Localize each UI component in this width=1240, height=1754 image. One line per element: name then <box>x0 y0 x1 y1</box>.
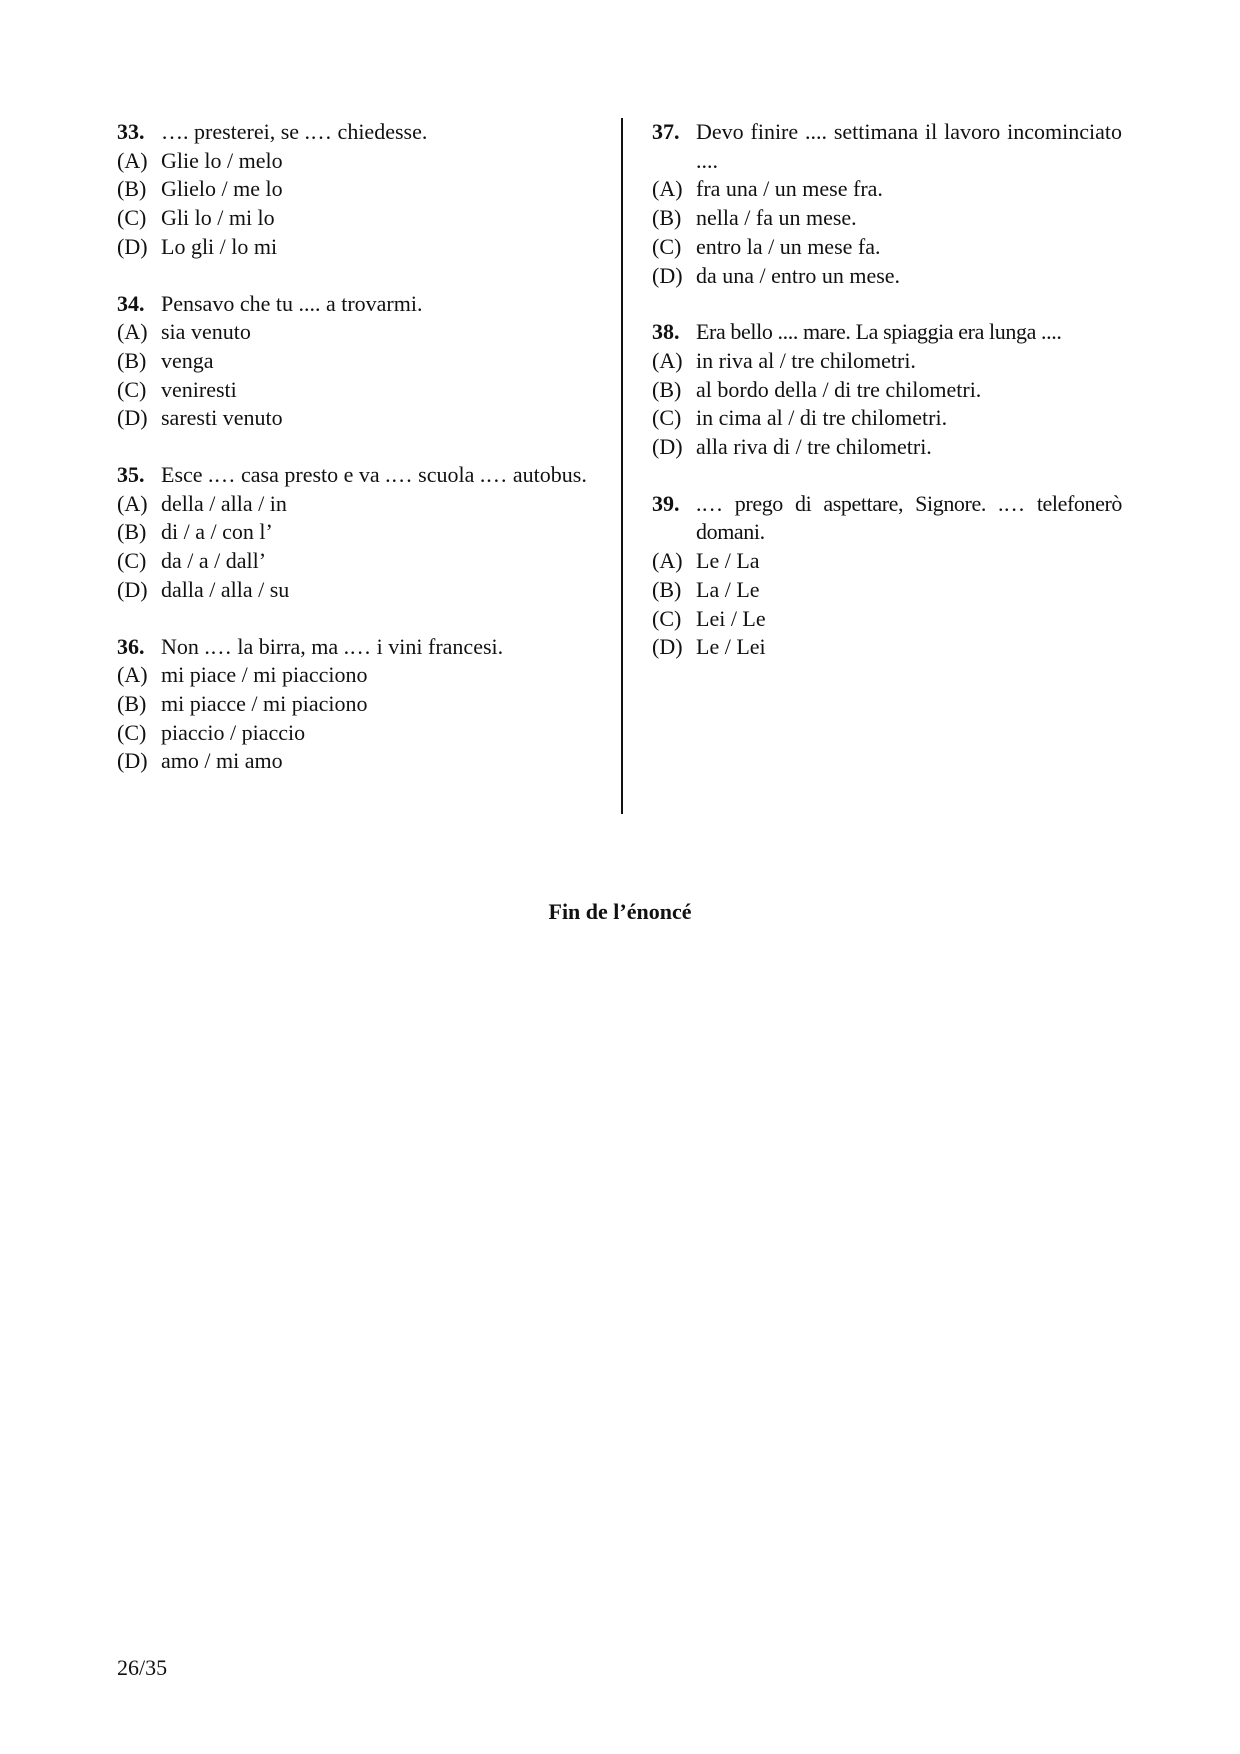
answer-option <box>117 690 592 719</box>
answer-option <box>117 347 592 376</box>
answer-option <box>652 376 1122 405</box>
option-letter: (D) <box>117 233 148 259</box>
option-letter: (C) <box>117 376 147 402</box>
answer-option <box>652 547 1122 576</box>
option-letter: (C) <box>117 548 147 574</box>
option-letter: (D) <box>117 576 148 602</box>
answer-option <box>117 318 592 347</box>
option-text: fra una / un mese fra. <box>696 176 883 202</box>
option-letter: (A) <box>117 490 148 516</box>
option-letter: (A) <box>652 548 683 574</box>
question-number: 37. <box>652 119 680 144</box>
answer-option <box>117 747 592 776</box>
option-text: in cima al / di tre chilometri. <box>696 405 948 431</box>
option-text: della / alla / in <box>161 490 287 516</box>
option-text: amo / mi amo <box>161 748 283 774</box>
question-number: 39. <box>652 490 680 516</box>
option-letter: (B) <box>117 519 147 545</box>
question-number: 34. <box>117 290 145 316</box>
question-text: Pensavo che tu .... a trovarmi. <box>161 290 423 316</box>
option-letter: (D) <box>652 262 683 288</box>
option-text: piaccio / piaccio <box>161 719 306 745</box>
option-text: Lo gli / lo mi <box>161 233 278 259</box>
answer-option <box>652 204 1122 233</box>
page-number: 26/35 <box>117 1655 168 1680</box>
option-text: mi piace / mi piacciono <box>161 662 368 688</box>
option-letter: (D) <box>652 434 683 460</box>
option-letter: (A) <box>117 147 148 173</box>
question-text: .… prego di aspettare, Signore. .… telefonerò domani. <box>696 490 1122 545</box>
option-text: Gli lo / mi lo <box>161 205 275 231</box>
option-letter: (C) <box>117 719 147 745</box>
end-of-statement-note: Fin de l’énoncé <box>548 899 692 924</box>
option-text: alla riva di / tre chilometri. <box>696 434 932 460</box>
option-letter: (B) <box>652 376 682 402</box>
answer-option <box>652 233 1122 262</box>
option-text: Glie lo / melo <box>161 147 283 173</box>
option-text: mi piacce / mi piaciono <box>161 690 368 716</box>
option-letter: (C) <box>652 405 682 431</box>
answer-option <box>117 175 592 204</box>
option-text: al bordo della / di tre chilometri. <box>696 376 982 402</box>
option-letter: (D) <box>117 405 148 431</box>
option-letter: (D) <box>117 748 148 774</box>
option-text: Le / Lei <box>696 634 766 660</box>
answer-option <box>652 433 1122 462</box>
option-text: nella / fa un mese. <box>696 205 857 231</box>
option-text: saresti venuto <box>161 405 283 431</box>
answer-option <box>652 576 1122 605</box>
answer-option <box>117 233 592 262</box>
column-divider <box>621 118 623 814</box>
question-36 <box>117 633 592 777</box>
question-33 <box>117 118 592 262</box>
option-text: veniresti <box>161 376 237 402</box>
option-text: venga <box>161 347 214 373</box>
question-34 <box>117 290 592 434</box>
option-letter: (B) <box>117 690 147 716</box>
question-39 <box>652 490 1122 662</box>
answer-option <box>117 376 592 405</box>
option-text: Lei / Le <box>696 605 766 631</box>
question-35 <box>117 461 592 605</box>
option-letter: (A) <box>117 319 148 345</box>
question-text: Era bello .... mare. La spiaggia era lunga .... <box>696 319 1062 345</box>
answer-option <box>652 633 1122 662</box>
option-text: sia venuto <box>161 319 251 345</box>
answer-option <box>652 175 1122 204</box>
answer-option <box>117 404 592 433</box>
question-text: Esce .… casa presto e va .… scuola .… autobus. <box>161 462 587 488</box>
option-letter: (A) <box>117 662 148 688</box>
answer-option <box>652 404 1122 433</box>
question-number: 33. <box>117 119 145 144</box>
answer-option <box>117 661 592 690</box>
left-column <box>117 118 592 804</box>
answer-option <box>117 518 592 547</box>
answer-option <box>117 547 592 576</box>
option-text: da / a / dall’ <box>161 548 267 574</box>
option-text: La / Le <box>696 576 760 602</box>
question-text: Non .… la birra, ma .… i vini francesi. <box>161 633 504 659</box>
option-text: in riva al / tre chilometri. <box>696 347 916 373</box>
question-number: 36. <box>117 633 145 659</box>
option-text: entro la / un mese fa. <box>696 233 881 259</box>
answer-option <box>117 719 592 748</box>
option-letter: (B) <box>117 176 147 202</box>
answer-option <box>117 576 592 605</box>
answer-option <box>652 262 1122 291</box>
option-letter: (C) <box>652 605 682 631</box>
answer-option <box>117 147 592 176</box>
question-text: …. presterei, se .… chiedesse. <box>161 119 428 144</box>
option-letter: (A) <box>652 176 683 202</box>
question-38 <box>652 318 1122 462</box>
option-letter: (B) <box>652 576 682 602</box>
question-text: Devo finire .... settimana il lavoro incominciato .... <box>696 119 1122 173</box>
question-37 <box>652 118 1122 290</box>
question-number: 35. <box>117 462 145 488</box>
option-letter: (C) <box>652 233 682 259</box>
answer-option <box>117 204 592 233</box>
option-text: di / a / con l’ <box>161 519 273 545</box>
option-text: da una / entro un mese. <box>696 262 901 288</box>
option-letter: (D) <box>652 634 683 660</box>
option-letter: (B) <box>652 205 682 231</box>
answer-option <box>117 490 592 519</box>
right-column <box>652 118 1122 690</box>
option-text: dalla / alla / su <box>161 576 290 602</box>
option-letter: (B) <box>117 347 147 373</box>
answer-option <box>652 347 1122 376</box>
option-letter: (A) <box>652 347 683 373</box>
option-letter: (C) <box>117 205 147 231</box>
option-text: Le / La <box>696 548 760 574</box>
option-text: Glielo / me lo <box>161 176 283 202</box>
question-number: 38. <box>652 319 680 345</box>
answer-option <box>652 605 1122 634</box>
